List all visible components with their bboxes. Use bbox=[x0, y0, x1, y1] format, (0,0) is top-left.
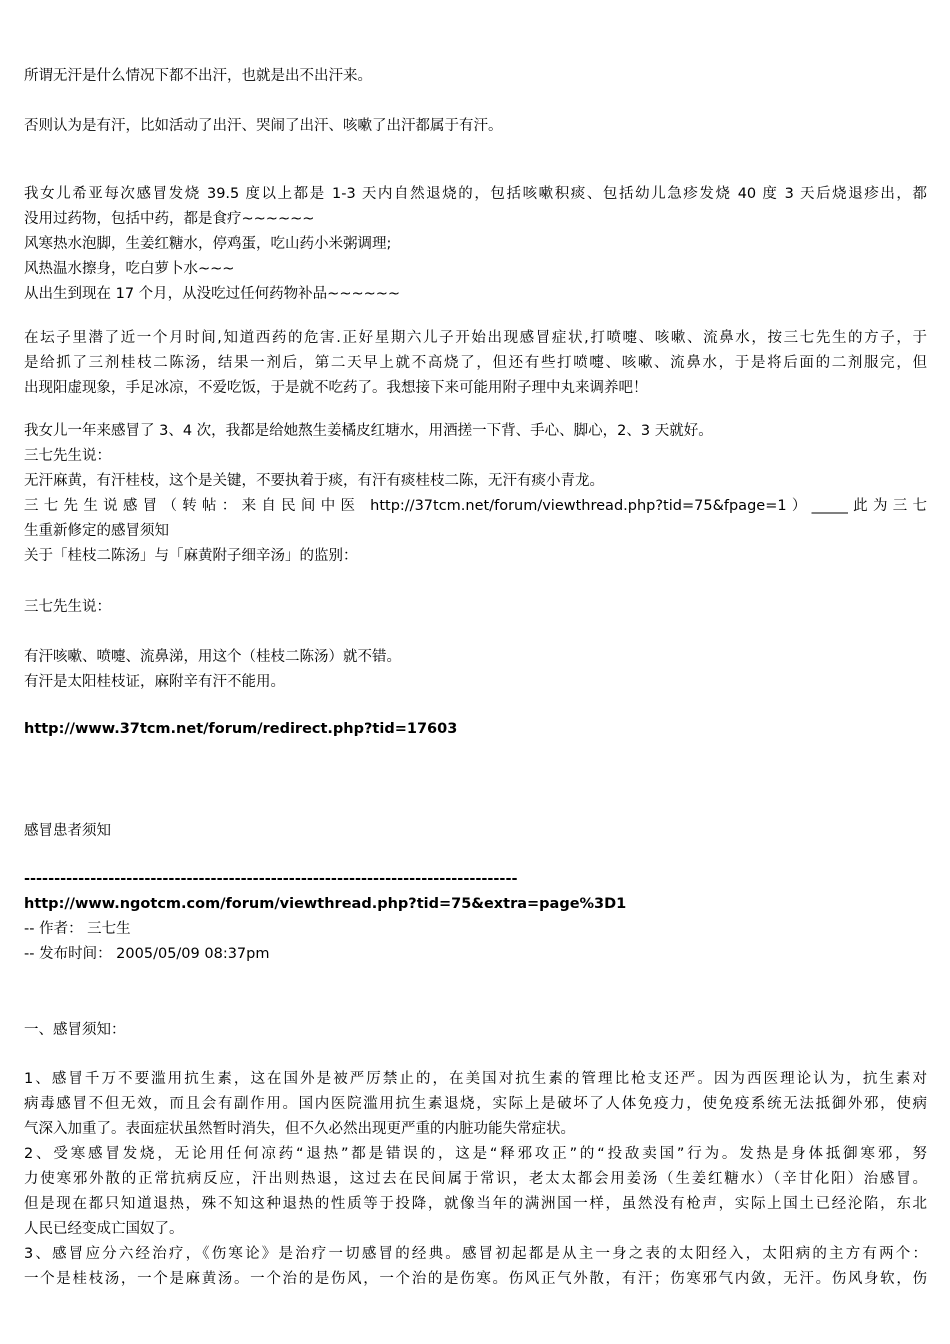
text-line: 在坛子里潜了近一个月时间,知道西药的危害.正好星期六儿子开始出现感冒症状,打喷嚏、咳嗽、流鼻水，按三七先生的方子，于 bbox=[24, 330, 927, 346]
text-line: 三七先生说： bbox=[24, 448, 111, 464]
text-line: 出现阳虚现象，手足冰凉，不爱吃饭，于是就不吃药了。我想接下来可能用附子理中丸来调养吧！ bbox=[24, 380, 648, 396]
separator-line: ---------------------------------------------------------------------------------- bbox=[24, 871, 518, 887]
text-line: 有汗咳嗽、喷嚏、流鼻涕，用这个（桂枝二陈汤）就不错。 bbox=[24, 649, 401, 665]
text-line: 我女儿一年来感冒了 3、4 次，我都是给她熬生姜橘皮红塘水，用酒搓一下背、手心、脚心，2、3 天就好。 bbox=[24, 423, 713, 439]
text-line: 力使寒邪外散的正常抗病反应，汗出则热退，这过去在民间属于常识，老太太都会用姜汤（生姜红糖水）（辛甘化阳）治感冒。 bbox=[24, 1171, 927, 1187]
link-text[interactable]: http://www.37tcm.net/forum/redirect.php?tid=17603 bbox=[24, 721, 458, 737]
text-line: 2、受寒感冒发烧，无论用任何凉药“退热”都是错误的，这是“释邪攻正”的“投敌卖国”行为。发热是身体抵御寒邪，努 bbox=[24, 1146, 927, 1162]
text-line: 三七先生说： bbox=[24, 599, 111, 615]
text-line: 1、感冒千万不要滥用抗生素，这在国外是被严厉禁止的，在美国对抗生素的管理比枪支还严。因为西医理论认为，抗生素对 bbox=[24, 1071, 927, 1087]
text-line: 没用过药物，包括中药，都是食疗~~~~~~ bbox=[24, 211, 315, 227]
text-line: 所谓无汗是什么情况下都不出汗，也就是出不出汗来。 bbox=[24, 68, 372, 84]
text-line: 但是现在都只知道退热，殊不知这种退热的性质等于投降，就像当年的满洲国一样，虽然没有枪声，实际上国土已经沦陷，东北 bbox=[24, 1196, 927, 1212]
text-line: 三七先生说感冒（转帖：来自民间中医 http://37tcm.net/forum/viewthread.php?tid=75&fpage=1）_____此为三七 bbox=[24, 498, 927, 514]
text-line: 气深入加重了。表面症状虽然暂时消失，但不久必然出现更严重的内脏功能失常症状。 bbox=[24, 1121, 575, 1137]
text-line: 生重新修定的感冒须知 bbox=[24, 523, 169, 539]
text-line: 关于「桂枝二陈汤」与「麻黄附子细辛汤」的监别： bbox=[24, 548, 358, 564]
text-line: 有汗是太阳桂枝证，麻附辛有汗不能用。 bbox=[24, 674, 285, 690]
text-line: 我女儿希亚每次感冒发烧 39.5 度以上都是 1-3 天内自然退烧的，包括咳嗽积痰、包括幼儿急疹发烧 40 度 3 天后烧退疹出，都 bbox=[24, 186, 927, 202]
author-line: -- 作者： 三七生 bbox=[24, 921, 131, 937]
section-heading: 一、感冒须知： bbox=[24, 1022, 126, 1038]
text-line: 风热温水擦身，吃白萝卜水~~~ bbox=[24, 261, 235, 277]
text-line: 否则认为是有汗，比如活动了出汗、哭闹了出汗、咳嗽了出汗都属于有汗。 bbox=[24, 118, 503, 134]
text-line: 人民已经变成亡国奴了。 bbox=[24, 1221, 184, 1237]
text-line: 一个是桂枝汤，一个是麻黄汤。一个治的是伤风，一个治的是伤寒。伤风正气外散，有汗；伤寒邪气内敛，无汗。伤风身软，伤 bbox=[24, 1271, 927, 1287]
date-line: -- 发布时间： 2005/05/09 08:37pm bbox=[24, 946, 270, 962]
text-line: 病毒感冒不但无效，而且会有副作用。国内医院滥用抗生素退烧，实际上是破坏了人体免疫力，使免疫系统无法抵御外邪，使病 bbox=[24, 1096, 927, 1112]
text-line: 风寒热水泡脚，生姜红糖水，停鸡蛋，吃山药小米粥调理; bbox=[24, 236, 392, 252]
section-heading: 感冒患者须知 bbox=[24, 823, 111, 839]
link-text[interactable]: http://www.ngotcm.com/forum/viewthread.php?tid=75&extra=page%3D1 bbox=[24, 896, 627, 912]
text-line: 从出生到现在 17 个月，从没吃过任何药物补品~~~~~~ bbox=[24, 286, 401, 302]
text-line: 3、感冒应分六经治疗，《伤寒论》是治疗一切感冒的经典。感冒初起都是从主一身之表的太阳经入，太阳病的主方有两个： bbox=[24, 1246, 927, 1262]
text-line: 是给抓了三剂桂枝二陈汤，结果一剂后，第二天早上就不高烧了，但还有些打喷嚏、咳嗽、流鼻水，于是将后面的二剂服完，但 bbox=[24, 355, 927, 371]
text-line: 无汗麻黄，有汗桂枝，这个是关键，不要执着于痰，有汗有痰桂枝二陈，无汗有痰小青龙。 bbox=[24, 473, 604, 489]
